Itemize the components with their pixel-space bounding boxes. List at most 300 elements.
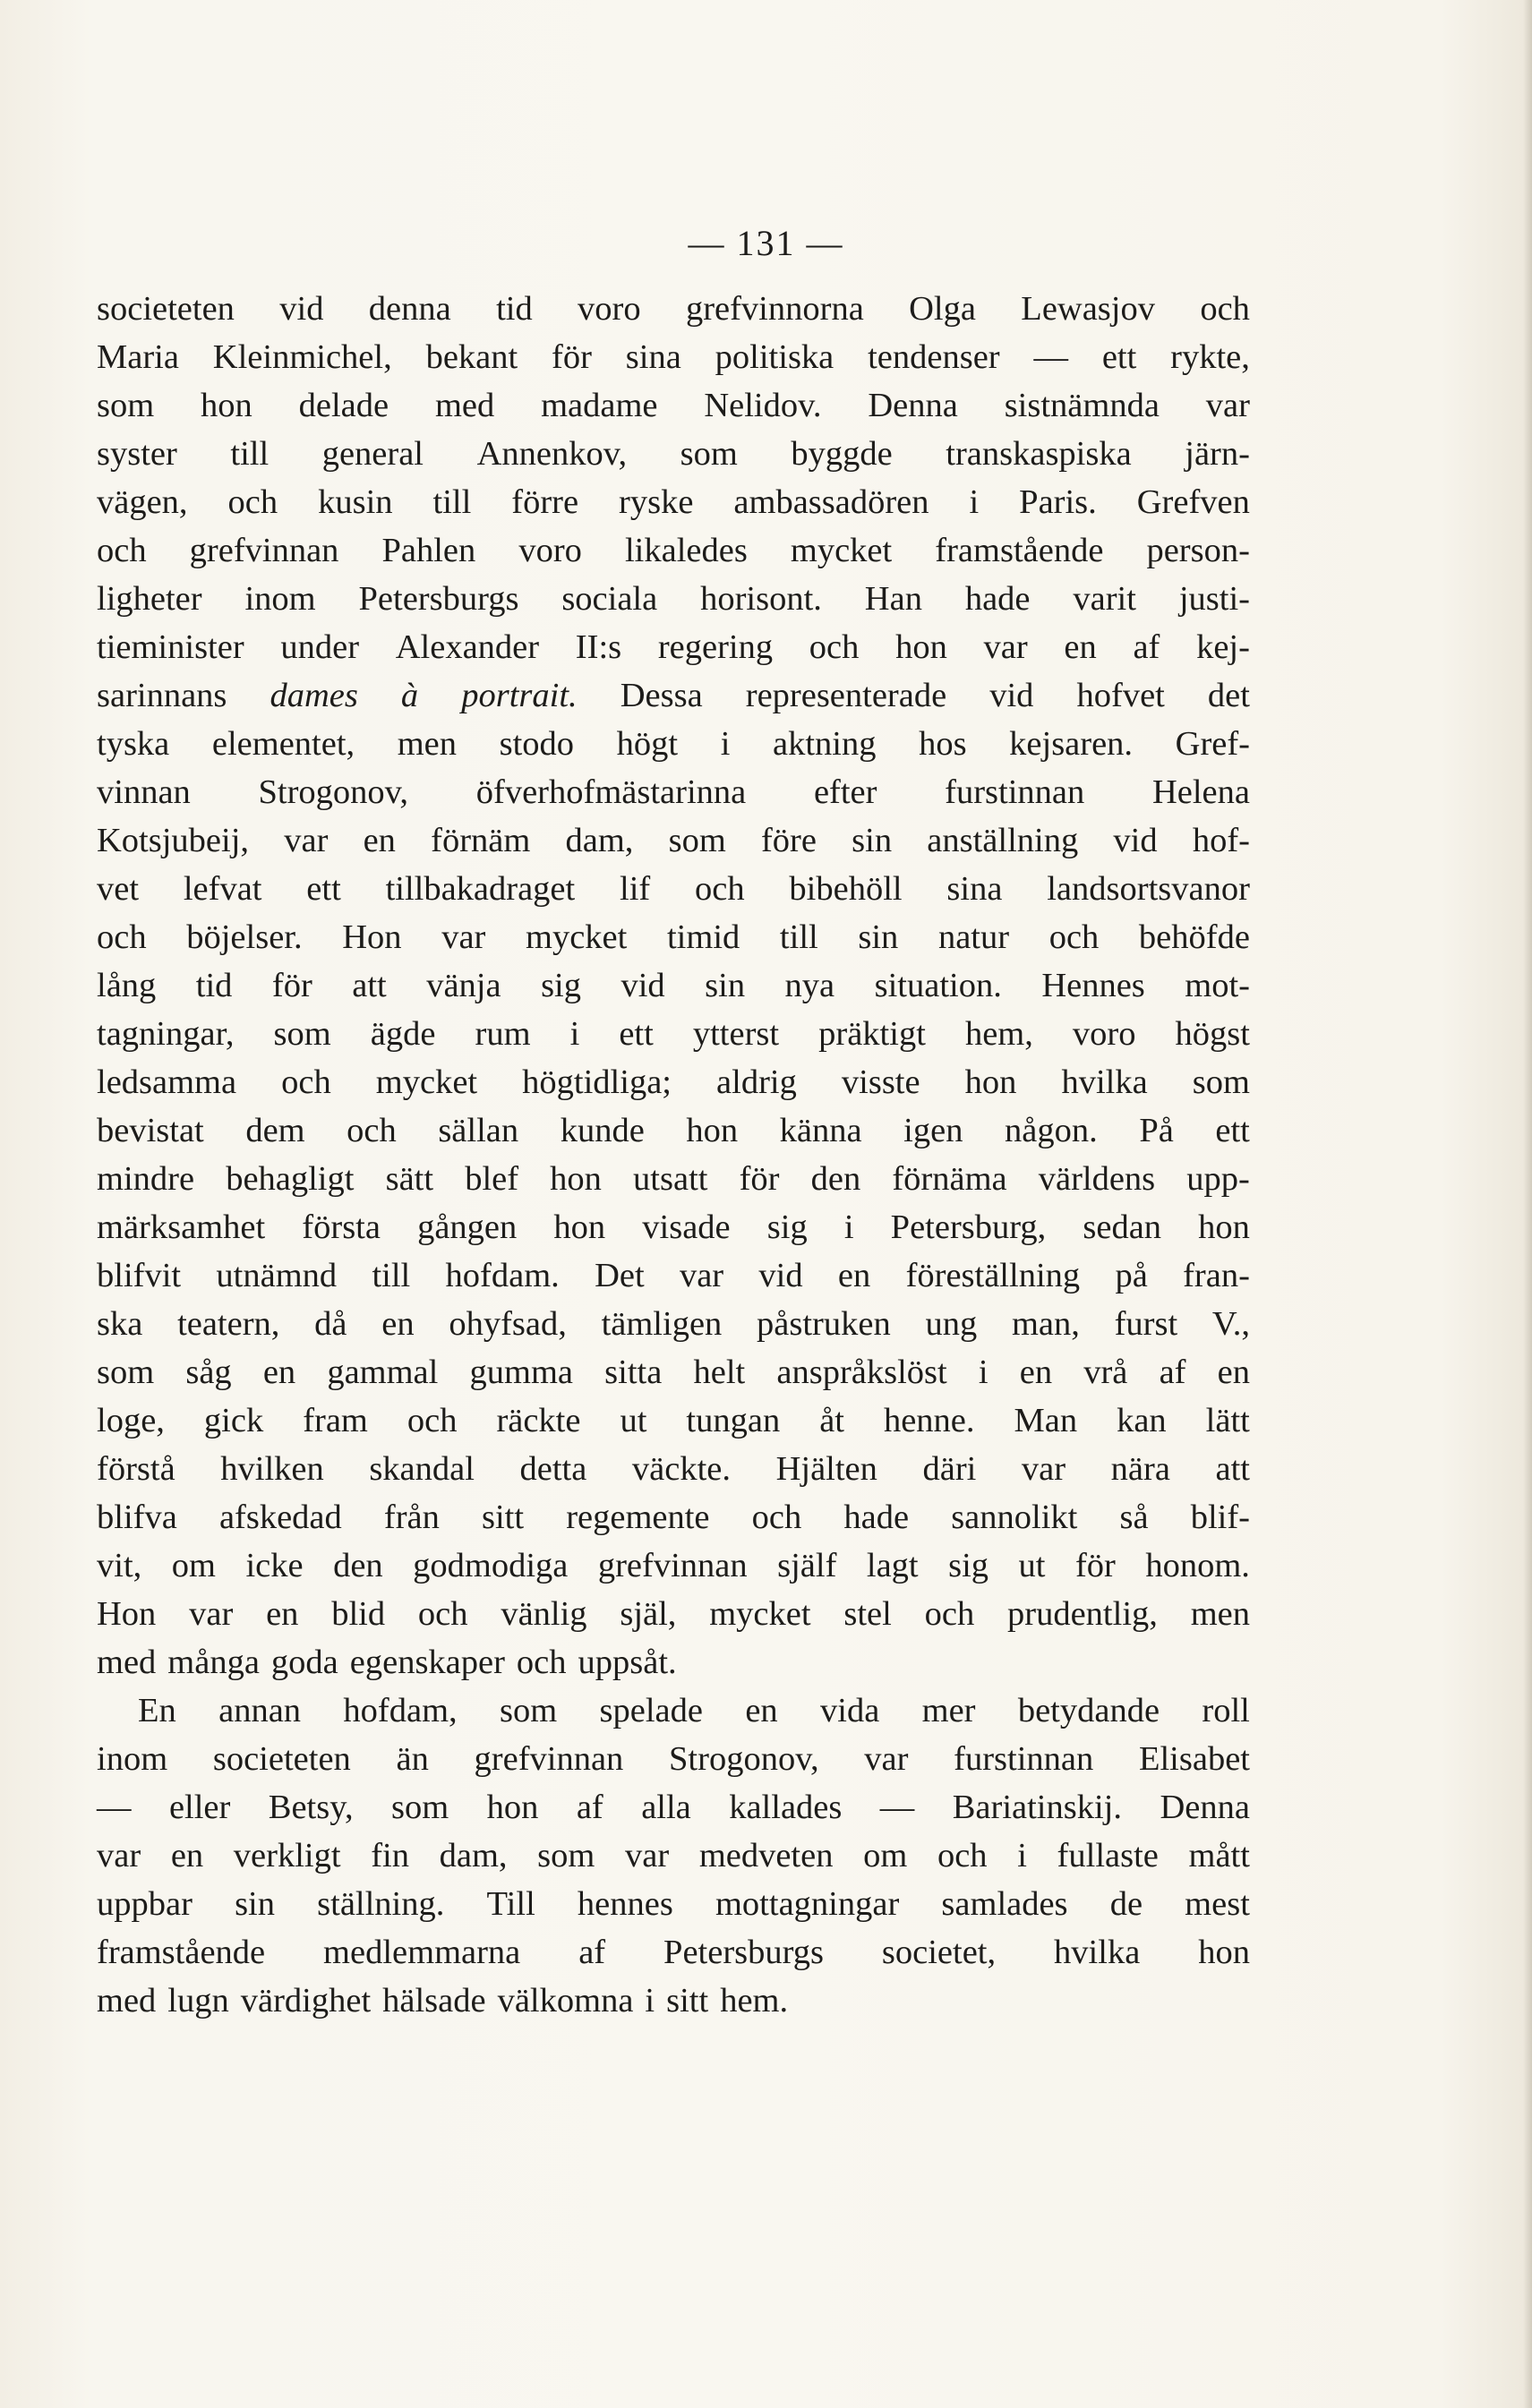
word: som [97, 387, 155, 424]
word: sig [541, 967, 581, 1004]
word: tid [195, 967, 233, 1004]
word: efter [813, 773, 877, 811]
word: kej- [1196, 628, 1250, 666]
word: var [284, 822, 329, 859]
word: vänja [426, 967, 501, 1004]
text-line [97, 1590, 1250, 1638]
word: själ, [620, 1595, 677, 1633]
word: blef [465, 1160, 519, 1198]
word: eller [168, 1789, 231, 1826]
word: sätt [385, 1160, 434, 1198]
word: i [569, 1015, 580, 1053]
word: till [779, 918, 818, 956]
word: Hjälten [775, 1450, 877, 1488]
text-line [97, 526, 1250, 575]
word: sannolikt [951, 1499, 1078, 1536]
word: ett [1101, 338, 1137, 376]
word: gumma [469, 1353, 573, 1391]
word: däri [922, 1450, 977, 1488]
word: en [262, 1353, 296, 1391]
word: och [97, 532, 147, 569]
word: mer [921, 1692, 976, 1729]
word: skandal [369, 1450, 475, 1488]
word: högtidliga; [522, 1063, 672, 1101]
word: stel [843, 1595, 892, 1633]
word: en [170, 1837, 204, 1874]
word: hvilken [220, 1450, 324, 1488]
word: grefvinnan [474, 1740, 624, 1778]
word: mottagningar [715, 1885, 900, 1923]
word: hon [550, 1160, 602, 1198]
text-line [97, 1348, 1250, 1396]
word: Lewasjov [1021, 290, 1155, 328]
word: sedan [1083, 1208, 1162, 1246]
word: som [1192, 1063, 1250, 1101]
word: fullaste [1057, 1837, 1159, 1874]
word: uppbar [97, 1885, 193, 1923]
word: af [578, 1934, 606, 1971]
text-line [97, 1783, 1250, 1832]
text-line [97, 671, 1250, 720]
word: situation. [874, 967, 1002, 1004]
word: lätt [1205, 1402, 1250, 1439]
word: voro [1072, 1015, 1136, 1053]
word: den [810, 1160, 861, 1198]
word: förnäma [892, 1160, 1007, 1198]
word: vid [989, 677, 1034, 714]
word: mycket [375, 1063, 478, 1101]
text-line [97, 1977, 1250, 2025]
word: blifvit [97, 1257, 182, 1294]
word: Pahlen [381, 532, 476, 569]
word: hon [201, 387, 252, 424]
word: Petersburgs [358, 580, 519, 618]
text-line [97, 1541, 1250, 1590]
word: nära [1110, 1450, 1170, 1488]
word: under [280, 628, 360, 666]
word: en [745, 1692, 778, 1729]
word: räckte [496, 1402, 581, 1439]
word: lång [97, 967, 157, 1004]
word: för [1074, 1547, 1116, 1584]
word: kunde [560, 1112, 645, 1149]
text-line [97, 768, 1250, 816]
text-line [97, 623, 1250, 671]
word: och [281, 1063, 331, 1101]
word: som [97, 1353, 155, 1391]
word: portrait. [461, 677, 578, 714]
word: aldrig [716, 1063, 797, 1101]
word: hofdam, [343, 1692, 458, 1729]
body-text [97, 285, 1250, 2025]
word: aktning [773, 725, 877, 763]
word: och [516, 1644, 567, 1681]
word: dam, [565, 822, 634, 859]
word: och [751, 1499, 802, 1536]
word: sitt [482, 1499, 525, 1536]
word: samlades [941, 1885, 1068, 1923]
word: rykte, [1170, 338, 1250, 376]
word: i [843, 1208, 854, 1246]
word: vinnan [97, 773, 191, 811]
word: kejsaren. [1009, 725, 1134, 763]
word: men [1190, 1595, 1250, 1633]
word: hon [1198, 1208, 1250, 1246]
word: inom [97, 1740, 168, 1778]
word: med [434, 387, 495, 424]
text-line [97, 865, 1250, 913]
word: behöfde [1138, 918, 1250, 956]
word: Nelidov. [704, 387, 822, 424]
word: ställning. [317, 1885, 445, 1923]
word: honom. [1145, 1547, 1250, 1584]
word: väckte. [631, 1450, 731, 1488]
word: föreställning [905, 1257, 1081, 1294]
word: landsortsvanor [1047, 870, 1250, 908]
word: På [1139, 1112, 1174, 1149]
text-line [97, 381, 1250, 430]
word: hon [964, 1063, 1017, 1101]
word: likaledes [624, 532, 748, 569]
word: hon [486, 1789, 539, 1826]
word: ägde [370, 1015, 436, 1053]
text-line [97, 720, 1250, 768]
text-line [97, 1396, 1250, 1445]
word: icke [245, 1547, 304, 1584]
word: högt [616, 725, 679, 763]
word: hem. [720, 1982, 789, 2019]
word: tieminister [97, 628, 244, 666]
word: dem [245, 1112, 305, 1149]
word: bevistat [97, 1112, 204, 1149]
text-line [97, 333, 1250, 381]
word: Bariatinskij. [952, 1789, 1123, 1826]
word: madame [541, 387, 658, 424]
word: inom [244, 580, 316, 618]
page-edge-shadow [1523, 0, 1532, 2408]
word: godmodiga [413, 1547, 569, 1584]
word: ut [620, 1402, 647, 1439]
word: denna [368, 290, 451, 328]
text-line [97, 1058, 1250, 1106]
text-line [97, 478, 1250, 526]
word: för [271, 967, 312, 1004]
word: Det [595, 1257, 645, 1294]
word: mot- [1185, 967, 1250, 1004]
text-line [97, 1155, 1250, 1203]
word: än [396, 1740, 429, 1778]
word: ska [97, 1305, 143, 1343]
word: fin [371, 1837, 409, 1874]
text-line [97, 1493, 1250, 1541]
word: på [1115, 1257, 1148, 1294]
word: världens [1038, 1160, 1156, 1198]
word: i [645, 1982, 655, 2019]
word: visade [642, 1208, 731, 1246]
word: dam, [439, 1837, 508, 1874]
word: märksamhet [97, 1208, 266, 1246]
word: till [230, 435, 270, 473]
text-line [97, 1880, 1250, 1928]
word: sällan [438, 1112, 519, 1149]
word: furstinnan [954, 1740, 1094, 1778]
text-line [97, 575, 1250, 623]
word: såg [185, 1353, 232, 1391]
word: af [1133, 628, 1160, 666]
word: med [97, 1644, 157, 1681]
word: — [97, 1789, 132, 1826]
word: någon. [1005, 1112, 1098, 1149]
word: sin [852, 822, 893, 859]
word: att [1215, 1450, 1250, 1488]
word: visste [841, 1063, 920, 1101]
word: igen [903, 1112, 963, 1149]
word: åt [819, 1402, 844, 1439]
word: societet, [881, 1934, 997, 1971]
word: till [372, 1257, 411, 1294]
word: utnämnd [216, 1257, 338, 1294]
word: böjelser. [186, 918, 303, 956]
word: i [978, 1353, 989, 1391]
word: tagningar, [97, 1015, 235, 1053]
word: som [273, 1015, 331, 1053]
word: vid [1113, 822, 1158, 859]
word: hon [553, 1208, 606, 1246]
word: präktigt [818, 1015, 926, 1053]
word: en [363, 822, 396, 859]
word: som [668, 822, 726, 859]
word: Olga [909, 290, 976, 328]
word: för [552, 338, 592, 376]
word: ett [1215, 1112, 1250, 1149]
word: många [167, 1644, 260, 1681]
word: från [383, 1499, 440, 1536]
word: V., [1211, 1305, 1250, 1343]
word: prudentlig, [1007, 1595, 1158, 1633]
word: nya [784, 967, 835, 1004]
word: med [97, 1982, 157, 2019]
word: ambassadören [733, 483, 929, 521]
word: af [576, 1789, 603, 1826]
word: en [1217, 1353, 1250, 1391]
word: behagligt [226, 1160, 355, 1198]
word: en [266, 1595, 299, 1633]
word: tendenser [868, 338, 1000, 376]
word: kallades [729, 1789, 843, 1826]
text-line [97, 430, 1250, 478]
word: af [1159, 1353, 1186, 1391]
word: som [391, 1789, 449, 1826]
word: ung [925, 1305, 978, 1343]
word: och [937, 1837, 988, 1874]
word: som [499, 1692, 558, 1729]
word: stodo [499, 725, 575, 763]
word: gången [417, 1208, 518, 1246]
word: om [171, 1547, 216, 1584]
word: sociala [561, 580, 658, 618]
word: societeten [212, 1740, 351, 1778]
word: ett [619, 1015, 654, 1053]
word: mycket [709, 1595, 811, 1633]
word: hade [843, 1499, 910, 1536]
word: och [1048, 918, 1100, 956]
word: var [1021, 1450, 1066, 1488]
word: en [837, 1257, 871, 1294]
word: sin [858, 918, 899, 956]
word: delade [298, 387, 389, 424]
word: spelade [599, 1692, 703, 1729]
word: var [189, 1595, 234, 1633]
word: högst [1175, 1015, 1250, 1053]
word: värdighet [240, 1982, 372, 2019]
word: henne. [883, 1402, 975, 1439]
word: ledsamma [97, 1063, 237, 1101]
word: mindre [97, 1160, 195, 1198]
word: och [97, 918, 147, 956]
word: var [97, 1837, 141, 1874]
word: hvilka [1054, 1934, 1141, 1971]
word: afskedad [218, 1499, 342, 1536]
word: Denna [1160, 1789, 1250, 1826]
word: i [1017, 1837, 1027, 1874]
word: tid [496, 290, 533, 328]
word: societeten [97, 290, 235, 328]
word: fram [303, 1402, 368, 1439]
word: då [314, 1305, 347, 1343]
word: och [417, 1595, 468, 1633]
word: transkaspiska [946, 435, 1132, 473]
text-line [97, 1106, 1250, 1155]
word: och [695, 870, 745, 908]
word: och [347, 1112, 397, 1149]
word: var [983, 628, 1028, 666]
word: loge, [97, 1402, 165, 1439]
word: till [432, 483, 472, 521]
word: Annenkov, [476, 435, 628, 473]
word: vet [97, 870, 140, 908]
word: lefvat [183, 870, 262, 908]
word: sitt [666, 1982, 709, 2019]
word: sistnämnda [1004, 387, 1160, 424]
word: Petersburg, [890, 1208, 1047, 1246]
word: så [1119, 1499, 1149, 1536]
word: helt [693, 1353, 746, 1391]
word: som [537, 1837, 595, 1874]
text-line [97, 816, 1250, 865]
word: lagt [866, 1547, 919, 1584]
word: ytterst [692, 1015, 780, 1053]
word: natur [937, 918, 1010, 956]
word: förstå [97, 1450, 175, 1488]
word: mycket [526, 918, 628, 956]
text-line [97, 1638, 1250, 1686]
word: kan [1117, 1402, 1167, 1439]
word: Hon [342, 918, 402, 956]
word: general [321, 435, 424, 473]
page-number: — 131 — [688, 223, 844, 263]
word: tämligen [601, 1305, 723, 1343]
word: var [441, 918, 486, 956]
word: mått [1188, 1837, 1250, 1874]
word: förre [511, 483, 579, 521]
word: regering [657, 628, 774, 666]
word: voro [578, 290, 641, 328]
word: det [1207, 677, 1250, 714]
word: hennes [577, 1885, 673, 1923]
word: Maria [97, 338, 179, 376]
word: hon [895, 628, 947, 666]
text-line [97, 1686, 1250, 1735]
word: och [227, 483, 278, 521]
word: Man [1014, 1402, 1078, 1439]
word: furstinnan [945, 773, 1085, 811]
word: framstående [97, 1934, 266, 1971]
word: de [1109, 1885, 1143, 1923]
word: En [138, 1692, 176, 1729]
word: vägen, [97, 483, 188, 521]
word: rum [475, 1015, 531, 1053]
word: för [739, 1160, 780, 1198]
word: annan [218, 1692, 302, 1729]
word: sina [625, 338, 681, 376]
word: mycket [790, 532, 893, 569]
word: grefvinnorna [685, 290, 864, 328]
text-line [97, 1832, 1250, 1880]
word: anspråkslöst [776, 1353, 947, 1391]
word: gick [203, 1402, 264, 1439]
word: Han [864, 580, 922, 618]
word: medveten [698, 1837, 834, 1874]
word: och [1200, 290, 1250, 328]
word: men [397, 725, 458, 763]
word: hos [919, 725, 967, 763]
word: tillbakadraget [385, 870, 576, 908]
word: var [679, 1257, 724, 1294]
text-line [97, 1203, 1250, 1251]
word: person- [1146, 532, 1250, 569]
word: hälsade [382, 1982, 486, 2019]
word: — [1033, 338, 1068, 376]
word: ett [306, 870, 341, 908]
word: sitta [604, 1353, 663, 1391]
text-line [97, 1010, 1250, 1058]
word: och [809, 628, 860, 666]
word: hon [686, 1112, 739, 1149]
word: hem, [964, 1015, 1033, 1053]
text-line [97, 1300, 1250, 1348]
word: sig [948, 1547, 989, 1584]
word: Strogonov, [258, 773, 409, 811]
word: som [680, 435, 738, 473]
word: Kotsjubeij, [97, 822, 250, 859]
word: representerade [745, 677, 947, 714]
word: Betsy, [268, 1789, 354, 1826]
word: en [1064, 628, 1097, 666]
word: mest [1185, 1885, 1250, 1923]
word: vrå [1083, 1353, 1128, 1391]
word: byggde [791, 435, 893, 473]
word: bekant [425, 338, 518, 376]
word: ohyfsad, [449, 1305, 567, 1343]
word: tungan [686, 1402, 781, 1439]
word: à [400, 677, 419, 714]
word: sin [705, 967, 746, 1004]
text-line [97, 1445, 1250, 1493]
text-line [97, 1928, 1250, 1977]
word: och [924, 1595, 975, 1633]
word: i [969, 483, 980, 521]
word: gammal [327, 1353, 439, 1391]
